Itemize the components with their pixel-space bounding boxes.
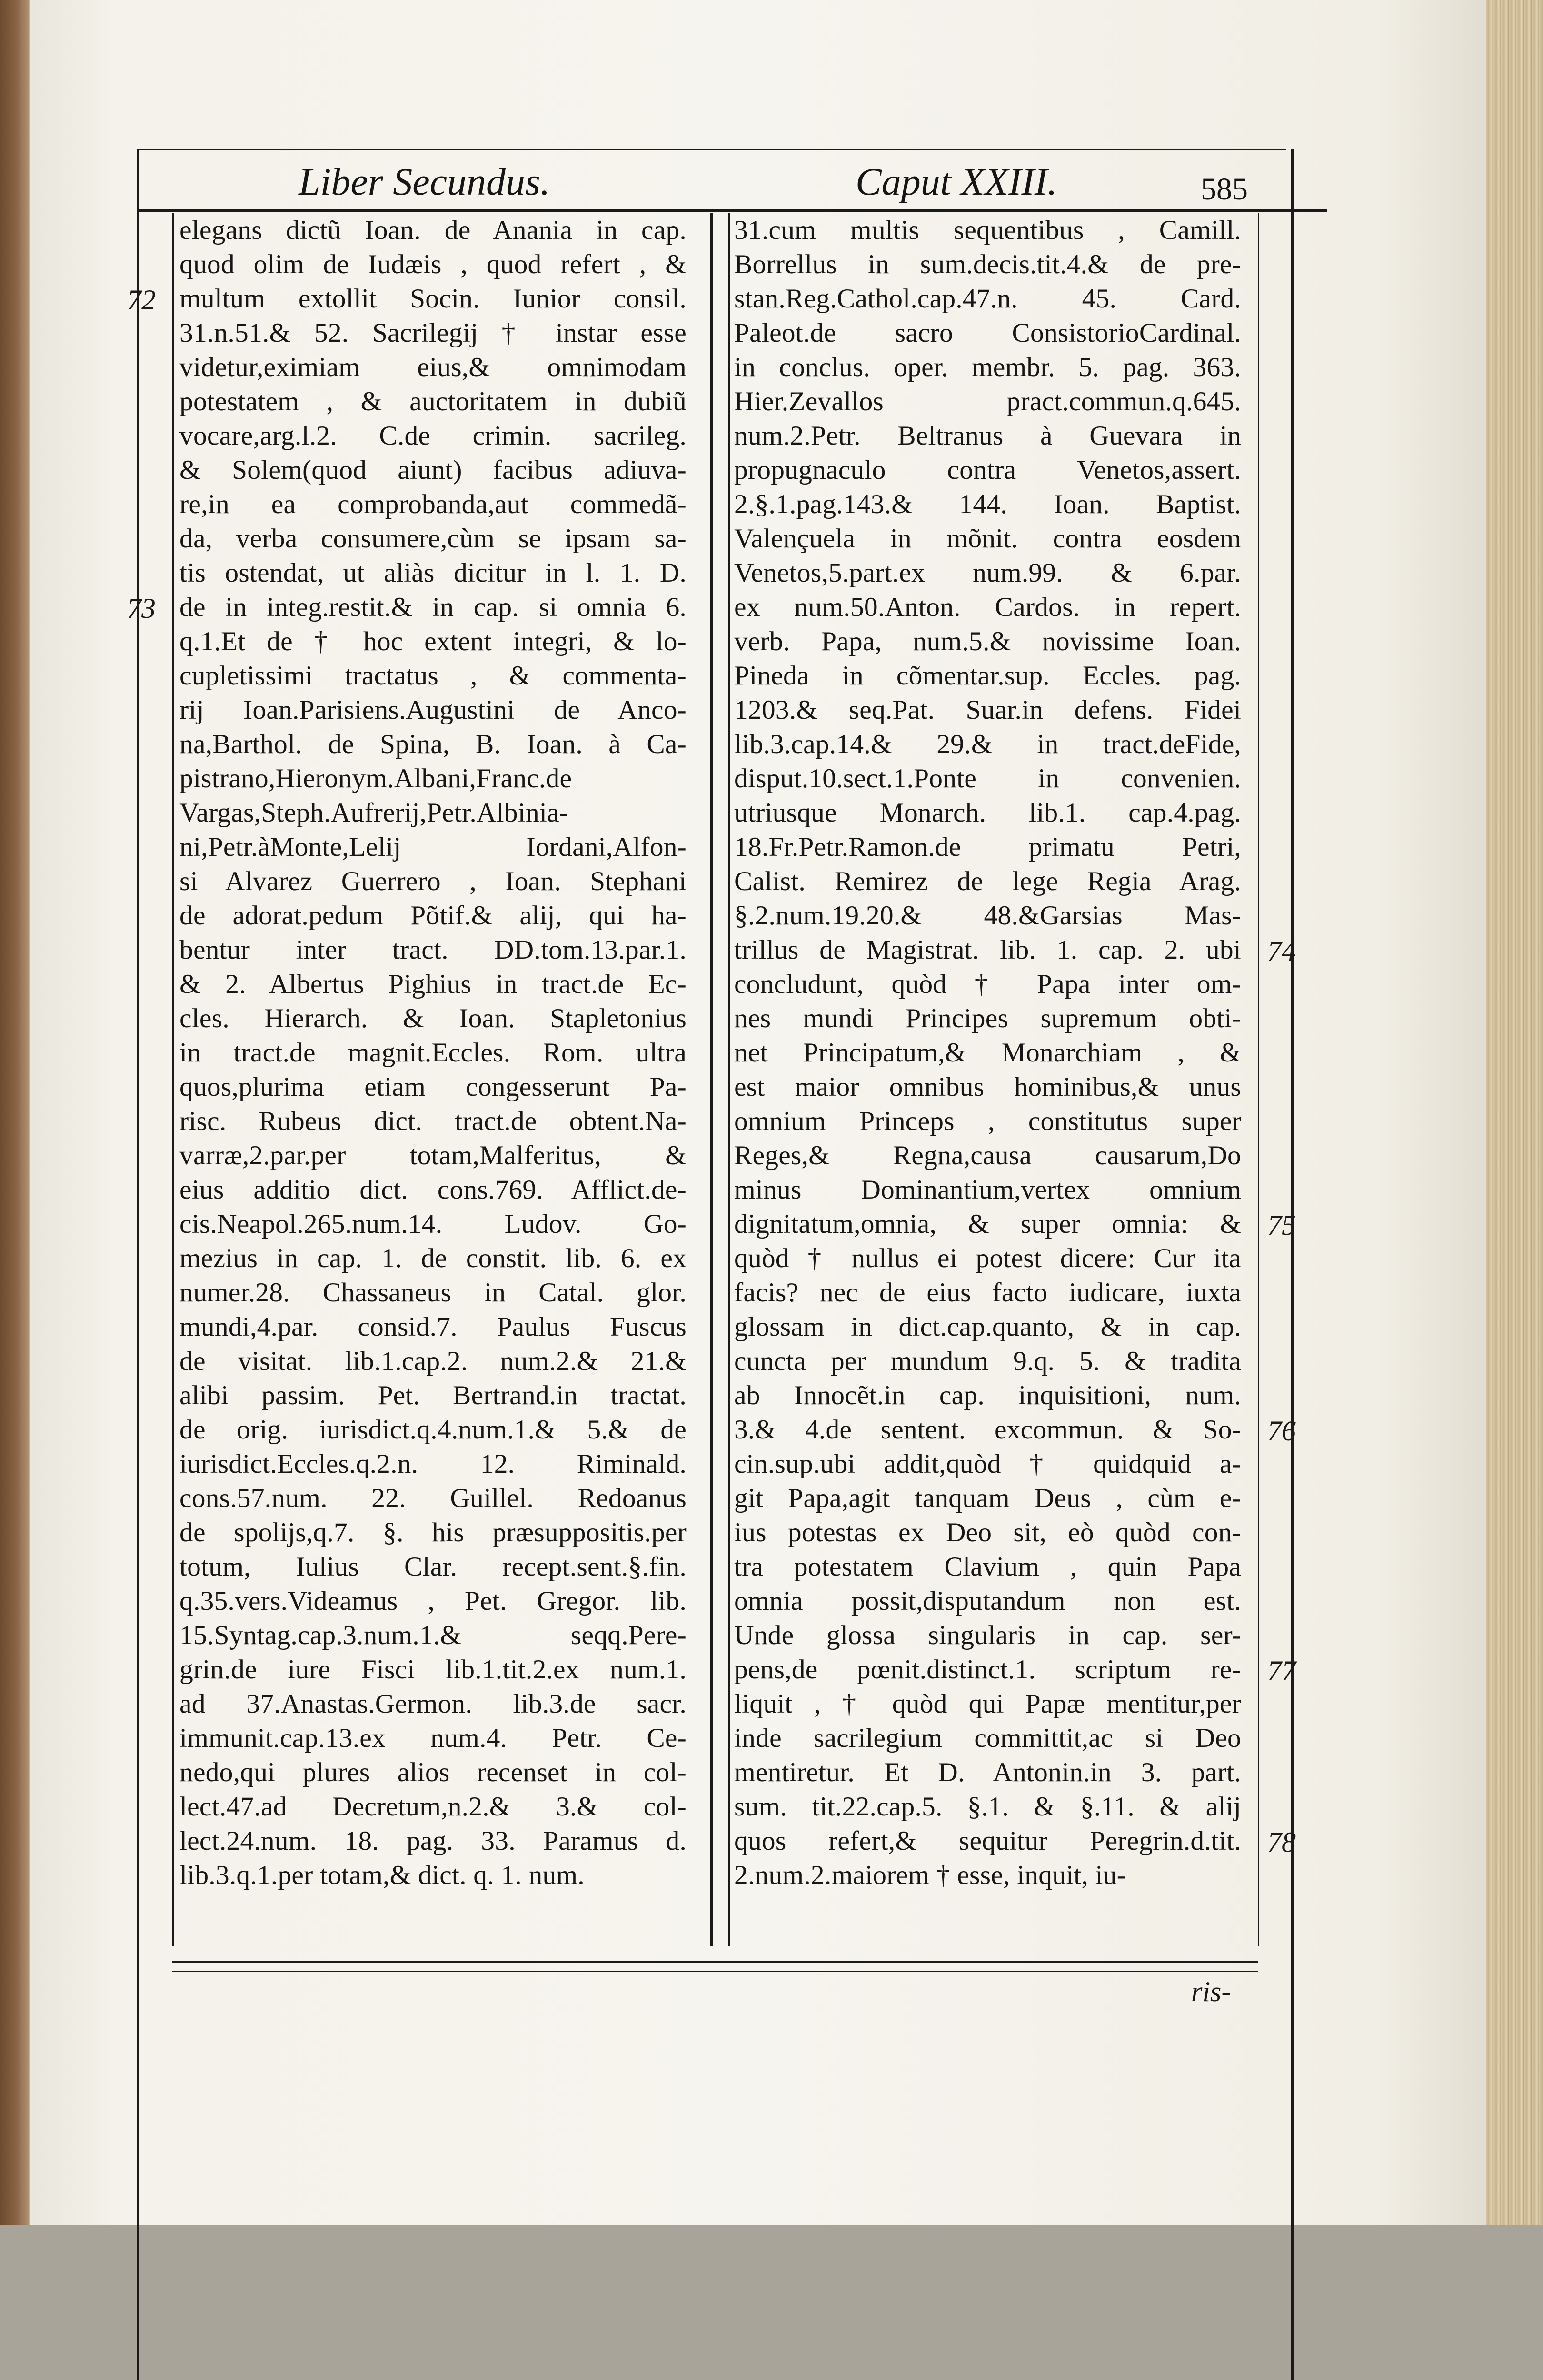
text-line: Borrellus in sum.decis.tit.4.& de pre- [734, 249, 1241, 279]
margin-note-number: 75 [1267, 1210, 1296, 1241]
text-line: Calist. Remirez de lege Regia Arag. [734, 866, 1241, 896]
text-line: & 2. Albertus Pighius in tract.de Ec- [179, 969, 687, 999]
text-line: pens,de pœnit.distinct.1. scriptum re- [734, 1655, 1241, 1685]
frame-top-rule [139, 149, 1286, 150]
text-line: concludunt, quòd † Papa inter om- [734, 969, 1241, 999]
text-line: glossam in dict.cap.quanto, & in cap. [734, 1312, 1241, 1342]
text-line: grin.de iure Fisci lib.1.tit.2.ex num.1. [179, 1655, 687, 1685]
text-line: 3.& 4.de sentent. excommun. & So- [734, 1415, 1241, 1445]
text-line: si Alvarez Guerrero , Ioan. Stephani [179, 866, 687, 896]
text-line: est maior omnibus hominibus,& unus [734, 1072, 1241, 1102]
text-line: §.2.num.19.20.& 48.&Garsias Mas- [734, 901, 1241, 931]
text-line: tis ostendat, ut aliàs dicitur in l. 1. D. [179, 558, 687, 588]
text-line: ex num.50.Anton. Cardos. in repert. [734, 592, 1241, 622]
catchword: ris- [1191, 1976, 1231, 2007]
text-line: propugnaculo contra Venetos,assert. [734, 455, 1241, 485]
page-fore-edge [1486, 0, 1543, 2225]
text-line: ius potestas ex Deo sit, eò quòd con- [734, 1517, 1241, 1547]
text-line: lib.3.cap.14.& 29.& in tract.deFide, [734, 729, 1241, 759]
text-line: ab Innocẽt.in cap. inquisitioni, num. [734, 1380, 1241, 1410]
text-line: Hier.Zevallos pract.commun.q.645. [734, 387, 1241, 416]
text-line: liquit , † quòd qui Papæ mentitur,per [734, 1689, 1241, 1719]
text-line: varræ,2.par.per totam,Malferitus, & [179, 1140, 687, 1170]
text-line: rij Ioan.Parisiens.Augustini de Anco- [179, 695, 687, 725]
text-line: minus Dominantium,vertex omnium [734, 1175, 1241, 1205]
text-line: Valençuela in mõnit. contra eosdem [734, 524, 1241, 554]
text-line: lect.47.ad Decretum,n.2.& 3.& col- [179, 1792, 687, 1822]
text-line: bentur inter tract. DD.tom.13.par.1. [179, 935, 687, 965]
margin-note-number: 74 [1267, 935, 1296, 967]
text-line: alibi passim. Pet. Bertrand.in tractat. [179, 1380, 687, 1410]
text-line: lib.3.q.1.per totam,& dict. q. 1. num. [179, 1860, 585, 1890]
text-line: Reges,& Regna,causa causarum,Do [734, 1140, 1241, 1170]
text-line: in conclus. oper. membr. 5. pag. 363. [734, 352, 1241, 382]
text-line: quod olim de Iudæis , quod refert , & [179, 249, 687, 279]
header-rule [137, 209, 1327, 212]
text-line: videtur,eximiam eius,& omnimodam [179, 352, 687, 382]
text-line: cons.57.num. 22. Guillel. Redoanus [179, 1483, 687, 1513]
text-line: git Papa,agit tanquam Deus , cùm e- [734, 1483, 1241, 1513]
text-line: ad 37.Anastas.Germon. lib.3.de sacr. [179, 1689, 687, 1719]
text-line: vocare,arg.l.2. C.de crimin. sacrileg. [179, 421, 687, 451]
text-line: 2.num.2.maiorem † esse, inquit, iu- [734, 1860, 1126, 1890]
text-line: cupletissimi tractatus , & commenta- [179, 661, 687, 691]
running-title-left: Liber Secundus. [299, 160, 550, 203]
text-line: Paleot.de sacro ConsistorioCardinal. [734, 318, 1241, 348]
text-line: da, verba consumere,cùm se ipsam sa- [179, 524, 687, 554]
right-text-column [734, 213, 1241, 1893]
text-line: cles. Hierarch. & Ioan. Stapletonius [179, 1003, 687, 1033]
text-line: na,Barthol. de Spina, B. Ioan. à Ca- [179, 729, 687, 759]
text-line: cin.sup.ubi addit,quòd † quidquid a- [734, 1449, 1241, 1479]
column-divider [710, 213, 713, 1946]
text-line: mundi,4.par. consid.7. Paulus Fuscus [179, 1312, 687, 1342]
text-line: q.1.Et de † hoc extent integri, & lo- [179, 626, 687, 656]
text-line: quos refert,& sequitur Peregrin.d.tit. [734, 1826, 1241, 1856]
text-line: 15.Syntag.cap.3.num.1.& seqq.Pere- [179, 1620, 687, 1650]
text-line: q.35.vers.Videamus , Pet. Gregor. lib. [179, 1586, 687, 1616]
margin-note-number: 73 [127, 593, 156, 624]
text-line: nes mundi Principes supremum obti- [734, 1003, 1241, 1033]
text-line: cis.Neapol.265.num.14. Ludov. Go- [179, 1209, 687, 1239]
running-title-center: Caput XXIII. [856, 160, 1057, 203]
text-line: in tract.de magnit.Eccles. Rom. ultra [179, 1038, 687, 1068]
text-line: utriusque Monarch. lib.1. cap.4.pag. [734, 798, 1241, 828]
text-line: de orig. iurisdict.q.4.num.1.& 5.& de [179, 1415, 687, 1445]
text-line: Vargas,Steph.Aufrerij,Petr.Albinia- [179, 798, 569, 828]
text-line: omnium Princeps , constitutus super [734, 1106, 1241, 1136]
text-line: ni,Petr.àMonte,Lelij Iordani,Alfon- [179, 832, 687, 862]
text-line: 2.§.1.pag.143.& 144. Ioan. Baptist. [734, 489, 1241, 519]
column-box-right [1258, 213, 1259, 1946]
frame-right-rule [1291, 149, 1294, 2380]
text-line: 31.n.51.& 52. Sacrilegij † instar esse [179, 318, 687, 348]
text-line: lect.24.num. 18. pag. 33. Paramus d. [179, 1826, 687, 1856]
book-page [29, 0, 1496, 2225]
text-line: cuncta per mundum 9.q. 5. & tradita [734, 1346, 1241, 1376]
text-line: de visitat. lib.1.cap.2. num.2.& 21.& [179, 1346, 687, 1376]
text-bottom-rule [172, 1961, 1258, 1963]
margin-note-number: 77 [1267, 1655, 1296, 1686]
text-line: & Solem(quod aiunt) facibus adiuva- [179, 455, 687, 485]
text-line: eius additio dict. cons.769. Afflict.de- [179, 1175, 687, 1205]
text-line: re,in ea comprobanda,aut commedã- [179, 489, 687, 519]
text-line: stan.Reg.Cathol.cap.47.n. 45. Card. [734, 284, 1241, 314]
text-line: potestatem , & auctoritatem in dubiũ [179, 387, 687, 416]
frame-left-rule [137, 149, 139, 2380]
text-line: pistrano,Hieronym.Albani,Franc.de [179, 764, 572, 793]
text-line: totum, Iulius Clar. recept.sent.§.fin. [179, 1552, 687, 1582]
column-box-left [172, 213, 174, 1946]
text-line: trillus de Magistrat. lib. 1. cap. 2. ubi [734, 935, 1241, 965]
text-line: verb. Papa, num.5.& novissime Ioan. [734, 626, 1241, 656]
text-line: multum extollit Socin. Iunior consil. [179, 284, 687, 314]
text-line: dignitatum,omnia, & super omnia: & [734, 1209, 1241, 1239]
text-line: numer.28. Chassaneus in Catal. glor. [179, 1278, 687, 1308]
page-number: 585 [1201, 172, 1248, 207]
text-line: mezius in cap. 1. de constit. lib. 6. ex [179, 1243, 687, 1273]
margin-note-number: 72 [127, 284, 156, 316]
text-line: sum. tit.22.cap.5. §.1. & §.11. & alij [734, 1792, 1241, 1822]
text-line: quòd † nullus ei potest dicere: Cur ita [734, 1243, 1241, 1273]
text-line: risc. Rubeus dict. tract.de obtent.Na- [179, 1106, 687, 1136]
text-line: nedo,qui plures alios recenset in col- [179, 1757, 687, 1787]
text-line: omnia possit,disputandum non est. [734, 1586, 1241, 1616]
text-line: 1203.& seq.Pat. Suar.in defens. Fidei [734, 695, 1241, 725]
text-bottom-rule-2 [172, 1971, 1258, 1972]
text-line: quos,plurima etiam congesserunt Pa- [179, 1072, 687, 1102]
column-divider-2 [728, 213, 730, 1946]
text-line: 18.Fr.Petr.Ramon.de primatu Petri, [734, 832, 1241, 862]
text-line: de spolijs,q.7. §. his præsuppositis.per [179, 1517, 687, 1547]
text-line: Venetos,5.part.ex num.99. & 6.par. [734, 558, 1241, 588]
text-line: tra potestatem Clavium , quin Papa [734, 1552, 1241, 1582]
text-line: de in integ.restit.& in cap. si omnia 6. [179, 592, 687, 622]
text-line: de adorat.pedum Põtif.& alij, qui ha- [179, 901, 687, 931]
text-line: disput.10.sect.1.Ponte in convenien. [734, 764, 1241, 793]
text-line: inde sacrilegium committit,ac si Deo [734, 1723, 1241, 1753]
text-line: mentiretur. Et D. Antonin.in 3. part. [734, 1757, 1241, 1787]
text-line: num.2.Petr. Beltranus à Guevara in [734, 421, 1241, 451]
margin-note-number: 78 [1267, 1826, 1296, 1858]
text-line: elegans dictũ Ioan. de Anania in cap. [179, 215, 687, 245]
text-line: iurisdict.Eccles.q.2.n. 12. Riminald. [179, 1449, 687, 1479]
text-line: net Principatum,& Monarchiam , & [734, 1038, 1241, 1068]
text-line: immunit.cap.13.ex num.4. Petr. Ce- [179, 1723, 687, 1753]
left-text-column [179, 213, 687, 1893]
text-line: 31.cum multis sequentibus , Camill. [734, 215, 1241, 245]
text-line: facis? nec de eius facto iudicare, iuxta [734, 1278, 1241, 1308]
text-line: Pineda in cõmentar.sup. Eccles. pag. [734, 661, 1241, 691]
margin-note-number: 76 [1267, 1415, 1296, 1447]
text-line: Unde glossa singularis in cap. ser- [734, 1620, 1241, 1650]
